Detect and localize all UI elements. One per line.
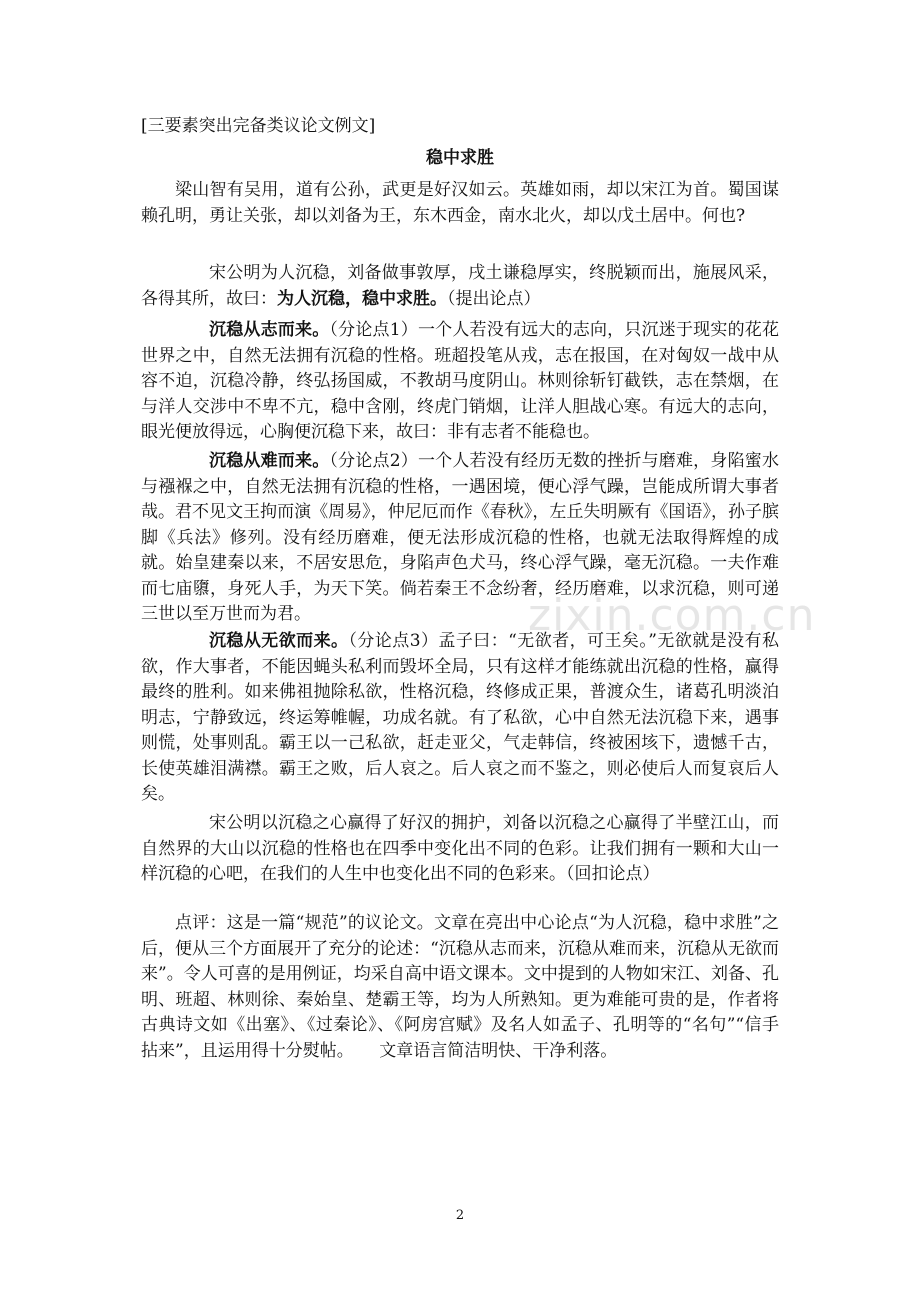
subpoint-3-text: （分论点3）孟子曰：“无欲者，可王矣。”无欲就是没有私欲，作大事者，不能因蝇头私利而毁坏全局，只有这样才能练就出沉稳的性格，赢得最终的胜利。如来佛祖抛除私欲，性格沉稳，终修成正果，普渡众生，诸葛孔明淡泊明志，宁静致远，终运筹帷幄，功成名就。有了私欲，心中自然无法沉稳下来，遇事则慌，处事则乱。霸王以一己私欲，赶走亚父，气走韩信，终被困垓下，遗憾千古，长使英雄泪满襟。霸王之败，后人哀之。后人哀之而不鉴之，则必使后人而复哀后人矣。 <box>141 631 779 804</box>
thesis-bold: 为人沉稳，稳中求胜。 <box>277 288 447 309</box>
subpoint-3-heading: 沉稳从无欲而来。 <box>209 631 349 651</box>
section-header: [三要素突出完备类议论文例文] <box>141 116 376 136</box>
conclusion-text: 宋公明以沉稳之心赢得了好汉的拥护，刘备以沉稳之心赢得了半壁江山，而自然界的大山以沉稳的性格也在四季中变化出不同的色彩。让我们拥有一颗和大山一样沉稳的心吧，在我们的人生中也变化出不同的色彩来。（回扣论点） <box>141 813 779 884</box>
thesis-paragraph <box>141 261 779 312</box>
paragraph-comment <box>141 911 779 1064</box>
page-number: 2 <box>455 1208 465 1223</box>
paragraph-conclusion <box>141 811 779 888</box>
paragraph-subpoint-2 <box>141 449 779 628</box>
subpoint-1-heading: 沉稳从志而来。 <box>209 320 330 340</box>
paragraph-intro <box>141 178 779 229</box>
subpoint-2-paragraph <box>141 449 779 628</box>
subpoint-1-text: （分论点1）一个人若没有远大的志向，只沉迷于现实的花花世界之中，自然无法拥有沉稳的性格。班超投笔从戎，志在报国，在对匈奴一战中从容不迫，沉稳冷静，终弘扬国威，不教胡马度阴山。林则徐斩钉截铁，志在禁烟，在与洋人交涉中不卑不亢，稳中含刚，终虎门销烟，让洋人胆战心寒。有远大的志向，眼光便放得远，心胸便沉稳下来，故曰：非有志者不能稳也。 <box>141 320 779 442</box>
intro-text: 梁山智有吴用，道有公孙，武更是好汉如云。英雄如雨，却以宋江为首。蜀国谋赖孔明，勇让关张，却以刘备为王，东木西金，南水北火，却以戊土居中。何也? <box>141 180 779 226</box>
subpoint-2-heading: 沉稳从难而来。 <box>209 451 330 471</box>
comment-text: 点评：这是一篇“规范”的议论文。文章在亮出中心论点“为人沉稳，稳中求胜”之后，便从三个方面展开了充分的论述：“沉稳从志而来，沉稳从难而来，沉稳从无欲而来”。令人可喜的是用例证，均采自高中语文课本。文中提到的人物如宋江、刘备、孔明、班超、林则徐、秦始皇、楚霸王等，均为人所熟知。更为难能可贵的是，作者将古典诗文如《出塞》、《过秦论》、《阿房宫赋》及名人如孟子、孔明等的“名句”“信手拈来”，且运用得十分熨帖。 文章语言简洁明快、干净利落。 <box>141 913 779 1061</box>
essay-title: 稳中求胜 <box>426 148 494 168</box>
thesis-note: （提出论点） <box>447 288 541 309</box>
paragraph-subpoint-1 <box>141 318 779 446</box>
watermark: zixin.com.cn <box>528 590 816 641</box>
paragraph-thesis <box>141 261 779 312</box>
subpoint-3-paragraph <box>141 629 779 808</box>
subpoint-2-text: （分论点2）一个人若没有经历无数的挫折与磨难，身陷蜜水与襁褓之中，自然无法拥有沉稳的性格，一遇困境，便心浮气躁，岂能成所谓大事者哉。君不见文王拘而演《周易》，仲尼厄而作《春秋》，左丘失明厥有《国语》，孙子膑脚《兵法》修列。没有经历磨难，便无法形成沉稳的性格，也就无法取得辉煌的成就。始皇建秦以来，不居安思危，身陷声色犬马，终心浮气躁，毫无沉稳。一夫作难而七庙隳，身死人手，为天下笑。倘若秦王不念纷奢，经历磨难，以求沉稳，则可递三世以至万世而为君。 <box>141 451 779 624</box>
subpoint-1-paragraph <box>141 318 779 446</box>
thesis-text: 宋公明为人沉稳，刘备做事敦厚，戌土谦稳厚实，终脱颖而出，施展风采，各得其所，故曰： <box>141 263 779 309</box>
paragraph-subpoint-3 <box>141 629 779 808</box>
